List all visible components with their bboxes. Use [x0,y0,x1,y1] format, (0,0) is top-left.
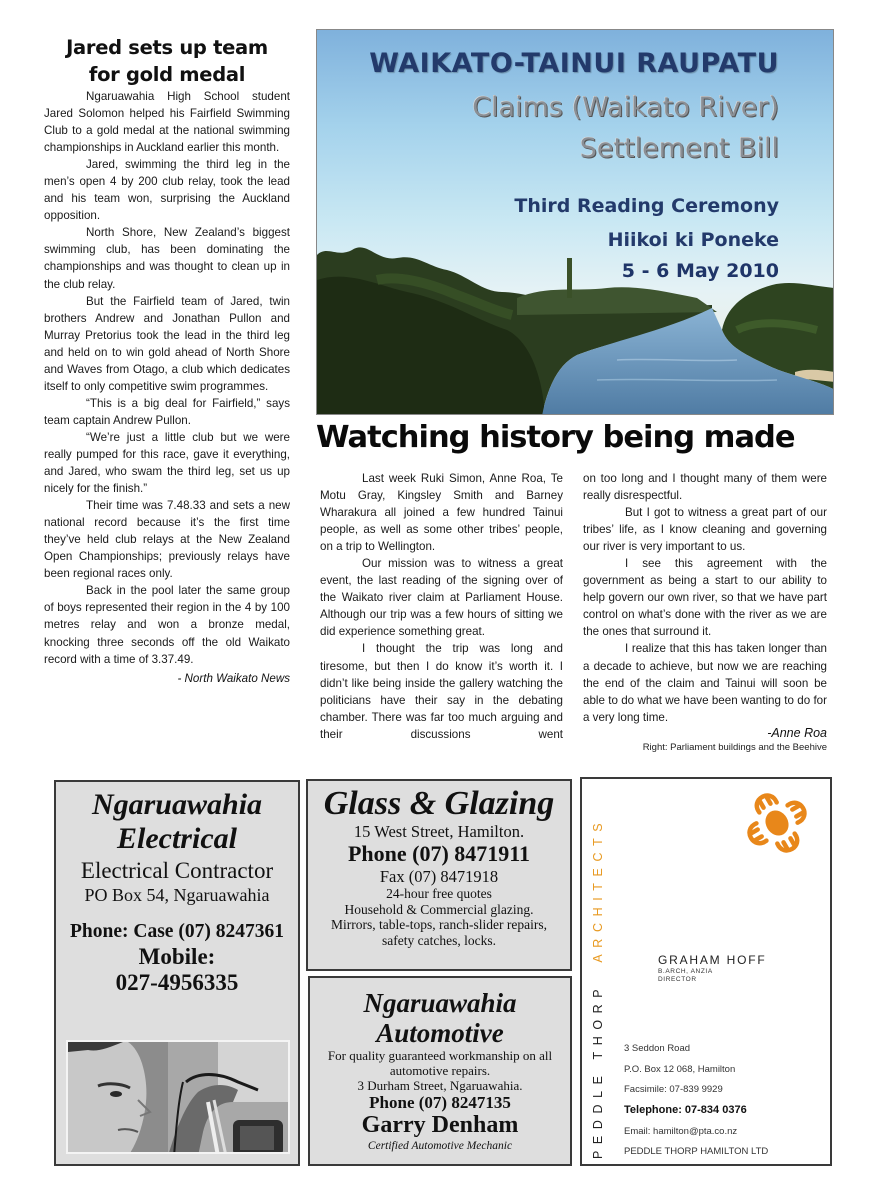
river-landscape-image [317,30,834,415]
contact-qualifications: B.ARCH, ANZIA DIRECTOR [658,968,713,983]
electrician-photo [66,1040,290,1154]
mobile-label: Mobile: [138,944,216,969]
contact-name: Garry Denham [361,1112,519,1138]
company-vertical-name: PEDDLE THORP ARCHITECTS [591,816,605,1159]
paragraph: Their time was 7.48.33 and sets a new national record because it’s the first time they’ve held club relays at the New Zealand Open Championships; previously relays have been regional races only. [44,499,290,581]
paragraph: I realize that this has taken longer than a decade to achieve, but now we are reaching the end of the claim and Tainui will soon be able to do what we have been wanting to do for a very long time. [583,642,827,724]
story-byline: -Anne Roa [767,725,827,740]
tagline: automotive repairs. [389,1063,491,1078]
business-address: 15 West Street, Hamilton. [353,822,525,841]
ad-detail: safety catches, locks. [382,932,496,948]
ad-ngaruawahia-automotive [308,976,572,1166]
email-address: Email: hamilton@pta.co.nz [624,1126,738,1137]
main-story-headline: Watching history being made [316,420,795,455]
ad-ngaruawahia-electrical [54,780,300,1166]
paragraph-continuation: on too long and I thought many of them were really disrespectful. [583,472,827,503]
banner-subtitle: Claims (Waikato River) [472,92,779,123]
paragraph: Ngaruawahia High School student Jared Solomon helped his Fairfield Swimming Club to a gold medal at the national swimming championships in Auckland earlier this month. [44,90,290,155]
business-address: 3 Durham Street, Ngaruawahia. [357,1078,523,1093]
banner-event-name: Hiikoi ki Poneke [607,229,779,251]
fax-number: Fax (07) 8471918 [379,867,499,886]
banner-event: Third Reading Ceremony [514,195,779,217]
paragraph: North Shore, New Zealand’s biggest swimming club, has been dominating the championships and was thought to clean up in the club relay. [44,226,290,291]
banner-date: 5 - 6 May 2010 [621,260,779,282]
ad-peddle-thorp-architects [580,777,832,1166]
paragraph: But I got to witness a great part of our tribes’ life, as I know cleaning and governing our river is very important to us. [583,506,827,554]
phone-number: Phone: Case (07) 8247361 [70,921,284,942]
story-credit: - North Waikato News [177,671,290,685]
paragraph: I thought the trip was long and tiresome, but then I do know it’s worth it. I didn’t like being inside the gallery watching the politicians have their say in the debating chamber. There was far too much arguing and their discussions went [320,642,563,741]
business-address: PO Box 54, Ngaruawahia [84,885,270,905]
ad-glass-and-glazing [306,779,572,971]
banner-subtitle-2: Settlement Bill [579,133,779,164]
business-name: Glass & Glazing [323,785,555,822]
business-type: Electrical Contractor [80,858,274,883]
po-box: P.O. Box 12 068, Hamilton [624,1064,736,1075]
contact-name: GRAHAM HOFF [658,953,767,967]
paragraph: But the Fairfield team of Jared, twin brothers Andrew and Jonathan Pullon and Murray Pretorius took the lead in the third leg and held on to win gold ahead of North Shore and Waves from Otago, a club which dedicates itself to only competitive swim programmes. [44,294,290,393]
paragraph: Our mission was to witness a great event, the last reading of the signing over of the Waikato river claim at Parliament House. Although our trip was a few hours of sitting we did experience something great. [320,557,563,639]
swimming-story-body [44,88,290,668]
business-name: Ngaruawahia Automotive [363,988,517,1048]
tagline: For quality guaranteed workmanship on all [327,1048,553,1063]
main-story-column-1 [320,470,563,743]
ad-detail: Mirrors, table-tops, ranch-slider repairs, [331,917,547,932]
phone-number: Phone (07) 8247135 [369,1093,511,1112]
phone-number: Phone (07) 8471911 [347,841,531,866]
paragraph: Back in the pool later the same group of boys represented their region in the 4 by 100 metres relay and won a bronze medal, knocking three seconds off the old Waikato record with a time of 3.37.49. [44,584,290,666]
business-name: Ngaruawahia Electrical [91,788,263,855]
ad-detail: 24-hour free quotes [386,886,492,901]
paragraph: Last week Ruki Simon, Anne Roa, Te Motu Gray, Kingsley Smith and Barney Wharakura all joined a few hundred Tainui people, as well as some other tribes’ people, on a trip to Wellington. [320,472,563,554]
fax-number: Facsimile: 07-839 9929 [624,1084,723,1095]
paragraph: “This is a big deal for Fairfield,” says team captain Andrew Pullon. [44,396,290,427]
company-legal-name: PEDDLE THORP HAMILTON LTD [624,1146,769,1157]
street-address: 3 Seddon Road [624,1043,691,1054]
photo-caption: Right: Parliament buildings and the Beehive [642,741,827,753]
contact-title: Certified Automotive Mechanic [367,1140,513,1152]
paragraph: “We’re just a little club but we were really pumped for this race, gave it everything, and Jared, who swam the third leg, set us up nicely for the finish.” [44,430,290,496]
settlement-bill-banner [316,29,834,415]
mobile-number: 027-4956335 [115,970,239,995]
telephone-number: Telephone: 07-834 0376 [624,1104,747,1116]
ad-detail: Household & Commercial glazing. [344,901,534,917]
main-story-column-2 [583,470,827,754]
swimming-story-headline: Jared sets up team for gold medal [66,36,268,86]
banner-title: WAIKATO-TAINUI RAUPATU [369,48,779,79]
swimming-story [44,34,290,687]
paragraph: Jared, swimming the third leg in the men’s open 4 by 200 club relay, took the lead and his team won, surprising the Auckland opposition. [44,158,290,223]
paragraph: I see this agreement with the government as being a start to our ability to help govern our own river, so that we have part control on what’s done with the river as we are the ones that surround it. [583,557,827,639]
flower-logo-icon [732,781,822,871]
